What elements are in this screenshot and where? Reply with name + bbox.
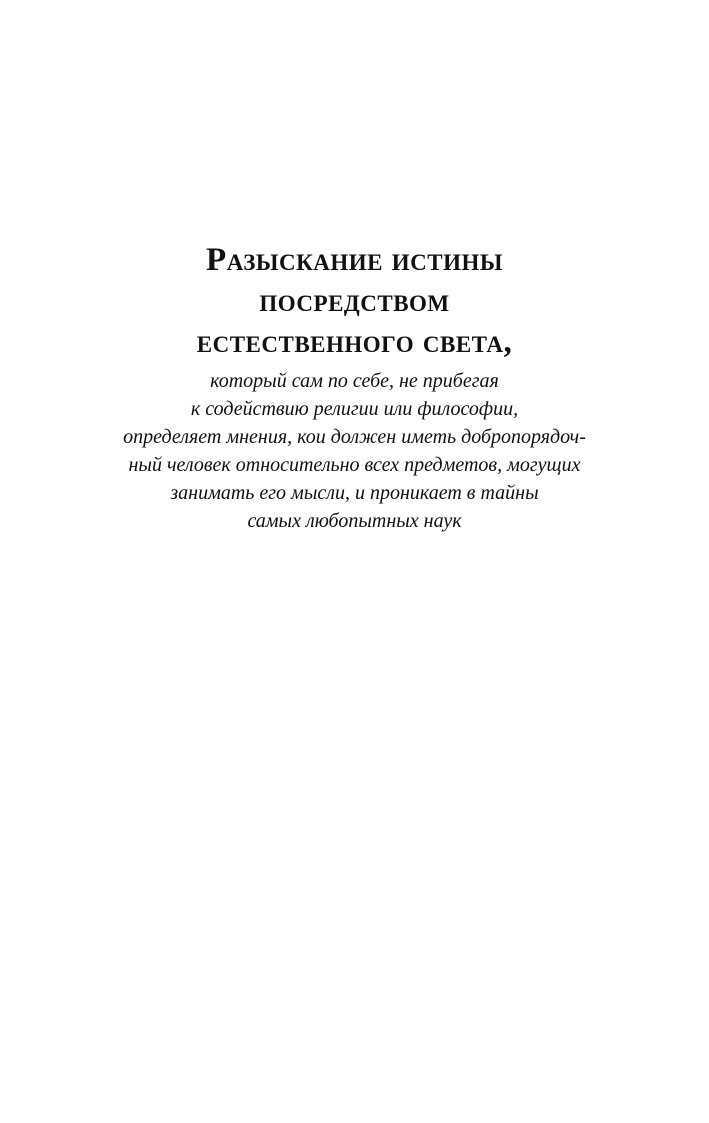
subtitle-line: к содействию религии или философии, xyxy=(190,398,519,420)
title-line: Разыскание истины xyxy=(206,242,503,278)
subtitle-line: самых любопытных наук xyxy=(247,510,462,532)
subtitle-line: занимать его мысли, и проникает в тайны xyxy=(170,482,539,504)
subtitle-line: который сам по себе, не прибегая xyxy=(210,370,499,392)
title-line: естественного света, xyxy=(196,324,513,360)
subtitle-line: ный человек относительно всех предметов, могущих xyxy=(128,454,581,476)
subtitle-line: определяет мнения, кои должен иметь добропорядоч- xyxy=(123,426,586,448)
title-line: посредством xyxy=(259,283,450,319)
book-subtitle xyxy=(0,367,709,535)
book-title xyxy=(0,240,709,363)
